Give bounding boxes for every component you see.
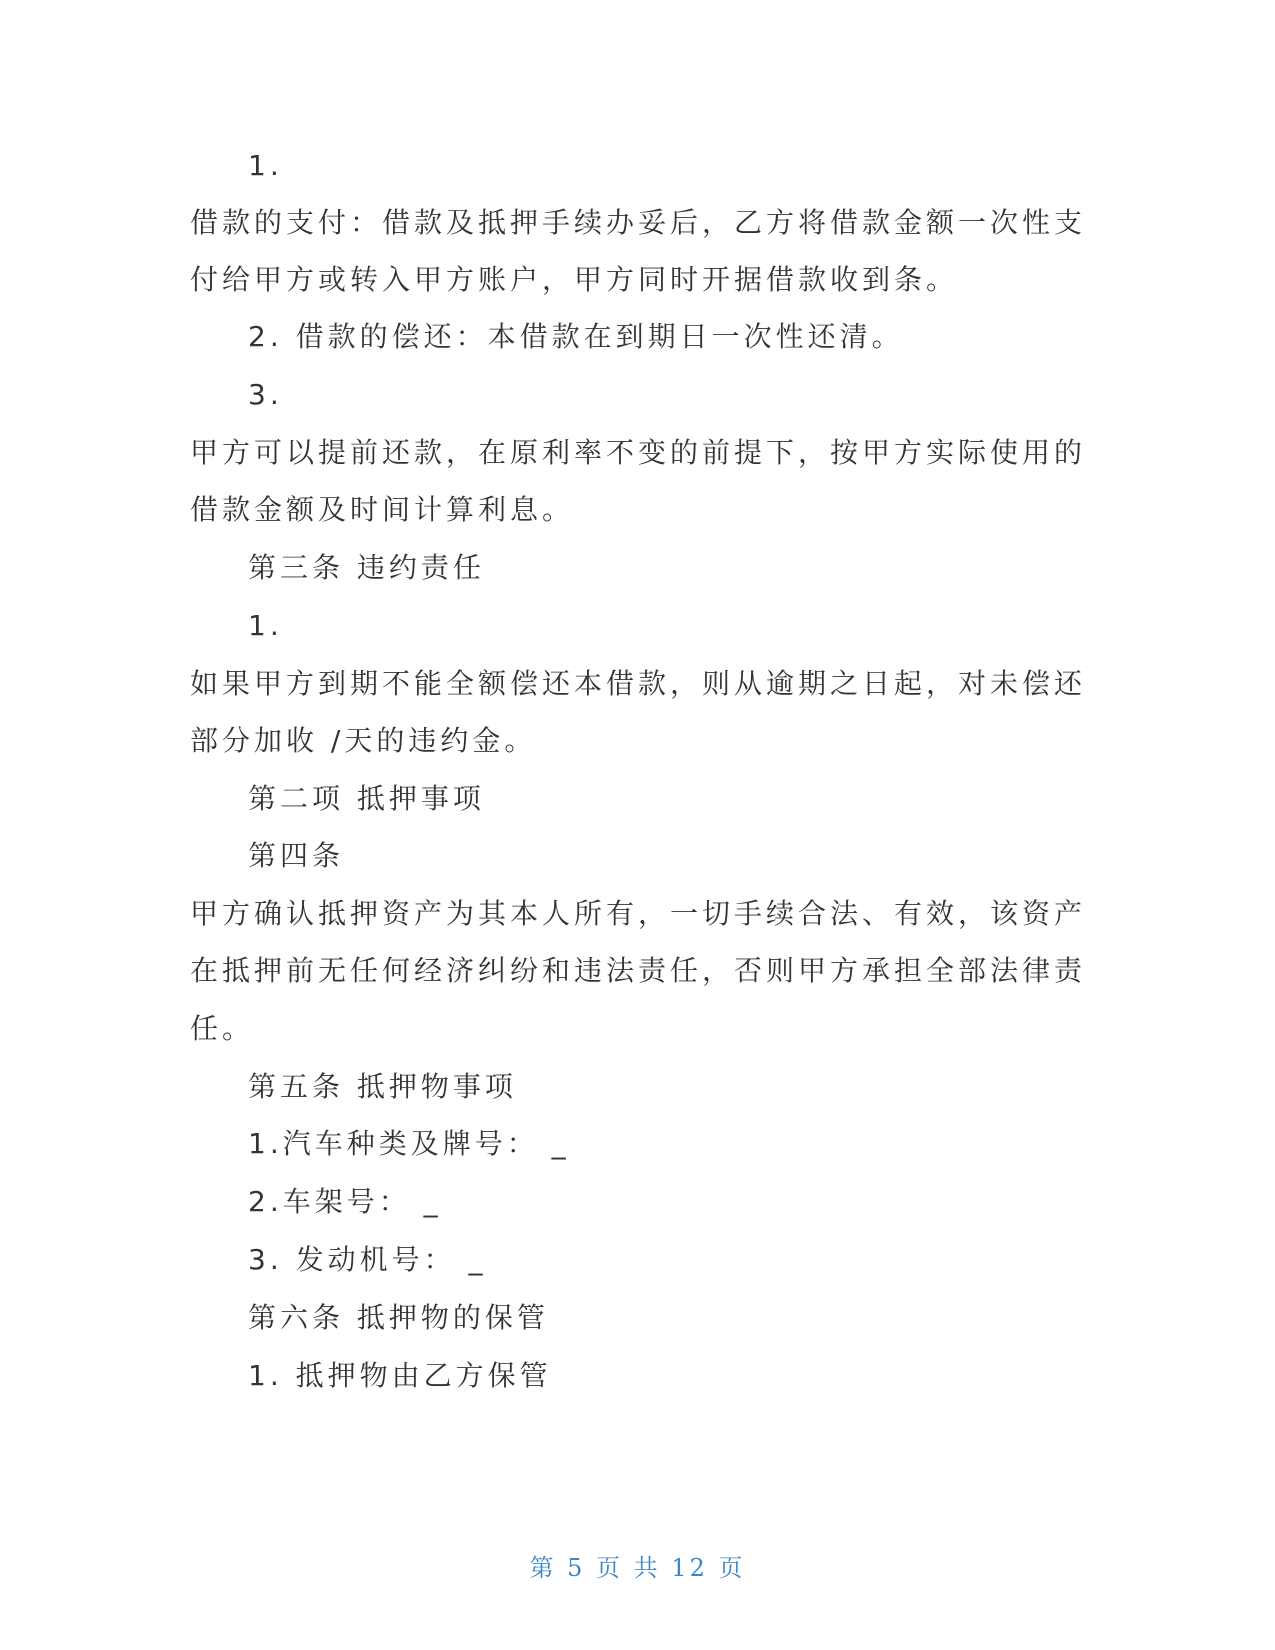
- paragraph-line: 借款的支付：借款及抵押手续办妥后，乙方将借款金额一次性支: [190, 206, 1087, 239]
- paragraph-line: 在抵押前无任何经济纠纷和违法责任，否则甲方承担全部法律责: [190, 954, 1087, 987]
- page-number-footer: 第 5 页 共 12 页: [529, 1554, 746, 1582]
- paragraph-line: 甲方确认抵押资产为其本人所有，一切手续合法、有效，该资产: [190, 897, 1087, 930]
- article-heading: 第六条 抵押物的保管: [248, 1301, 549, 1334]
- paragraph-line: 部分加收 /天的违约金。: [190, 724, 537, 757]
- article-heading: 第五条 抵押物事项: [248, 1070, 517, 1103]
- form-item: 1.汽车种类及牌号： _: [248, 1127, 570, 1160]
- section-heading: 第二项 抵押事项: [248, 782, 485, 815]
- paragraph-line: 2. 借款的偿还：本借款在到期日一次性还清。: [248, 320, 904, 353]
- form-item: 2.车架号： _: [248, 1185, 442, 1218]
- paragraph-line: 付给甲方或转入甲方账户，甲方同时开据借款收到条。: [190, 263, 959, 296]
- list-number: 1.: [248, 609, 283, 642]
- paragraph-line: 任。: [190, 1012, 255, 1045]
- paragraph-line: 借款金额及时间计算利息。: [190, 493, 575, 526]
- article-heading: 第四条: [248, 839, 345, 872]
- list-number: 3.: [248, 378, 283, 411]
- paragraph-line: 1. 抵押物由乙方保管: [248, 1359, 552, 1392]
- article-heading: 第三条 违约责任: [248, 551, 485, 584]
- form-item: 3. 发动机号： _: [248, 1243, 487, 1276]
- list-number: 1.: [248, 149, 283, 182]
- paragraph-line: 甲方可以提前还款，在原利率不变的前提下，按甲方实际使用的: [190, 436, 1087, 469]
- paragraph-line: 如果甲方到期不能全额偿还本借款，则从逾期之日起，对未偿还: [190, 667, 1087, 700]
